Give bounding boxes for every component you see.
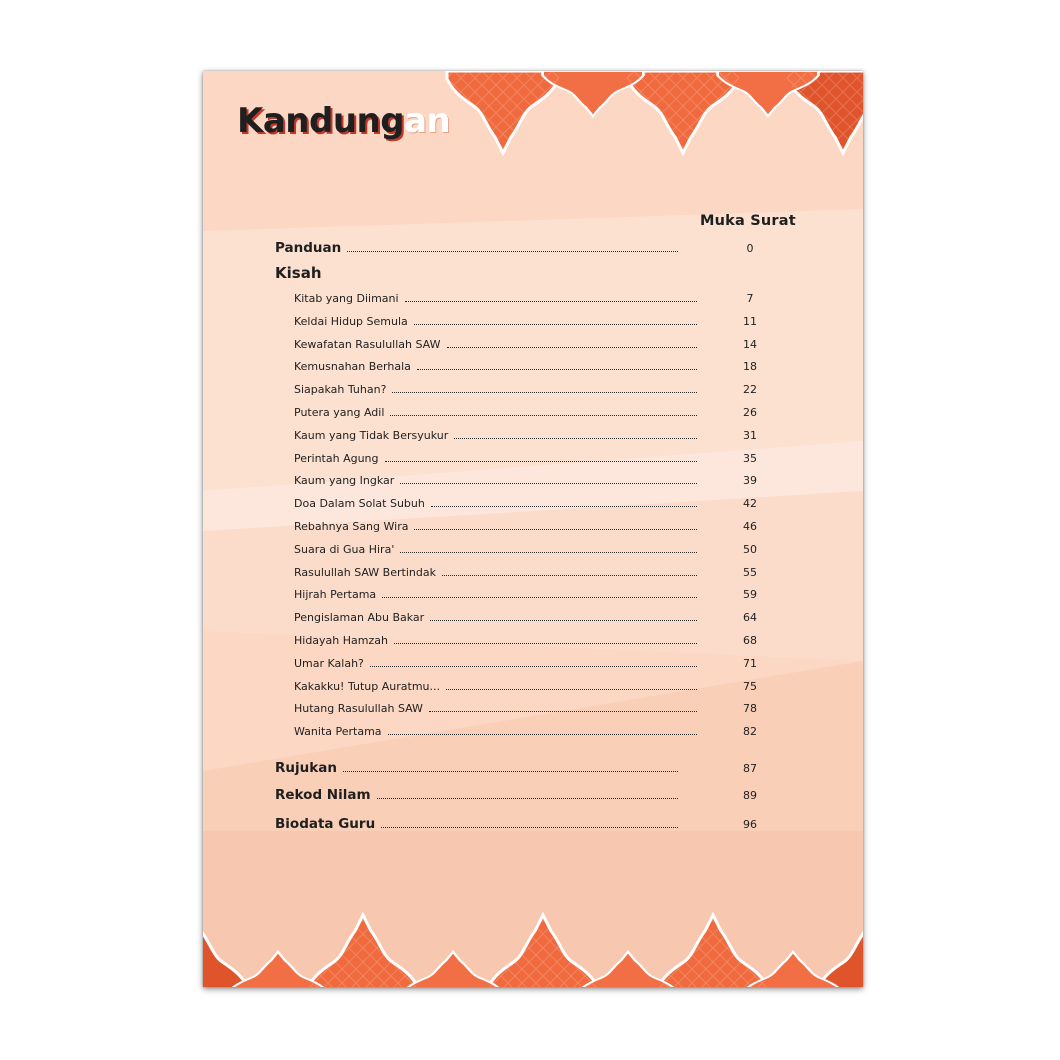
section-heading-kisah: Kisah [275, 264, 322, 282]
toc-story-entry[interactable] [294, 520, 697, 533]
dot-leader [385, 461, 697, 462]
title-part-light: an [404, 101, 451, 141]
toc-entry-page-number: 75 [743, 679, 757, 693]
dot-leader [390, 415, 697, 416]
toc-story-entry[interactable] [294, 315, 697, 328]
toc-entry-label: Suara di Gua Hira' [294, 542, 395, 556]
toc-back-matter-entry[interactable] [275, 760, 678, 776]
toc-entry-page-number: 11 [743, 314, 757, 328]
dot-leader [381, 827, 678, 828]
dot-leader [370, 666, 697, 667]
dot-leader [392, 392, 697, 393]
toc-story-entry[interactable] [294, 611, 697, 624]
toc-story-entry[interactable] [294, 634, 697, 647]
toc-entry-label: Rasulullah SAW Bertindak [294, 565, 436, 579]
toc-entry-label: Rebahnya Sang Wira [294, 520, 409, 533]
toc-story-entry[interactable] [294, 725, 697, 738]
toc-story-entry[interactable] [294, 474, 697, 487]
toc-entry-page-number: 64 [743, 611, 757, 625]
toc-entry-label: Panduan [275, 240, 342, 256]
dot-leader [382, 597, 697, 598]
toc-entry-page-number: 82 [743, 725, 757, 739]
dot-leader [442, 575, 697, 576]
toc-story-entry[interactable] [294, 588, 697, 601]
dot-leader [343, 771, 678, 772]
toc-entry-page-number: 78 [743, 702, 757, 716]
toc-entry-page-number: 68 [743, 634, 757, 647]
toc-entry-page-number: 89 [743, 789, 757, 802]
dot-leader [347, 251, 678, 252]
toc-entry-page-number: 26 [743, 406, 757, 419]
toc-entry-label: Kaum yang Ingkar [294, 474, 395, 488]
toc-entry-page-number: 31 [743, 428, 757, 442]
toc-entry-page-number: 87 [743, 762, 757, 775]
dot-leader [417, 369, 697, 370]
toc-entry-page-number: 7 [746, 292, 754, 305]
dot-leader [431, 506, 697, 507]
toc-story-entry[interactable] [294, 383, 697, 396]
toc-story-entry[interactable] [294, 680, 697, 693]
toc-entry-label: Doa Dalam Solat Subuh [294, 497, 425, 511]
toc-entry-page-number: 50 [743, 542, 757, 556]
toc-story-entry[interactable] [294, 566, 697, 579]
toc-entry-label: Siapakah Tuhan? [294, 383, 387, 397]
dot-leader [414, 529, 697, 530]
toc-entry-page-number: 46 [743, 520, 757, 533]
title-part-dark: Kandung [237, 101, 405, 141]
ornament-bottom-border [203, 901, 863, 987]
toc-entry-label: Rekod Nilam [275, 787, 371, 803]
toc-entry-page-number: 71 [743, 656, 757, 670]
toc-story-entry[interactable] [294, 338, 697, 351]
toc-entry-label: Keldai Hidup Semula [294, 314, 408, 328]
dot-leader [377, 798, 678, 799]
toc-entry-label: Kaum yang Tidak Bersyukur [294, 428, 449, 442]
dot-leader [414, 324, 697, 325]
dot-leader [429, 711, 697, 712]
toc-entry-page-number: 14 [743, 337, 757, 351]
toc-entry-label: Hijrah Pertama [294, 588, 377, 602]
toc-entry-page-number: 55 [743, 565, 757, 579]
toc-entry-page-number: 59 [743, 588, 757, 602]
dot-leader [454, 438, 697, 439]
dot-leader [400, 483, 697, 484]
toc-entry-label: Kitab yang Diimani [294, 292, 399, 305]
dot-leader [394, 643, 697, 644]
dot-leader [388, 734, 697, 735]
toc-entry-label: Pengislaman Abu Bakar [294, 611, 425, 625]
toc-entry-label: Hidayah Hamzah [294, 634, 388, 647]
toc-entry-page-number: 0 [746, 242, 754, 255]
dot-leader [446, 689, 697, 690]
toc-story-entry[interactable] [294, 406, 697, 419]
toc-story-entry[interactable] [294, 543, 697, 556]
toc-entry-label: Wanita Pertama [294, 725, 382, 739]
dot-leader [400, 552, 697, 553]
toc-story-entry[interactable] [294, 429, 697, 442]
toc-entry-page-number: 39 [743, 474, 757, 488]
toc-entry-page-number: 22 [743, 383, 757, 397]
toc-entry-label: Kemusnahan Berhala [294, 360, 411, 374]
toc-story-entry[interactable] [294, 657, 697, 670]
book-page [203, 71, 863, 987]
toc-entry-label: Putera yang Adil [294, 406, 385, 419]
toc-entry-panduan[interactable] [275, 240, 678, 256]
dot-leader [405, 301, 697, 302]
toc-entry-page-number: 35 [743, 451, 757, 465]
toc-entry-page-number: 42 [743, 497, 757, 511]
toc-story-entry[interactable] [294, 292, 697, 305]
toc-story-entry[interactable] [294, 702, 697, 715]
toc-story-entry[interactable] [294, 360, 697, 373]
dot-leader [447, 347, 698, 348]
toc-entry-label: Kakakku! Tutup Auratmu... [294, 679, 440, 693]
page-title [237, 99, 450, 143]
toc-entry-label: Perintah Agung [294, 451, 379, 465]
toc-entry-label: Biodata Guru [275, 816, 376, 832]
toc-entry-label: Umar Kalah? [294, 656, 364, 670]
toc-entry-page-number: 96 [743, 818, 757, 831]
toc-back-matter-entry[interactable] [275, 816, 678, 832]
toc-entry-label: Kewafatan Rasulullah SAW [294, 337, 441, 351]
toc-story-entry[interactable] [294, 452, 697, 465]
toc-entry-page-number: 18 [743, 360, 757, 374]
dot-leader [430, 620, 697, 621]
toc-story-entry[interactable] [294, 497, 697, 510]
toc-entry-label: Hutang Rasulullah SAW [294, 702, 423, 716]
page-number-column-header: Muka Surat [700, 213, 796, 229]
toc-back-matter-entry[interactable] [275, 787, 678, 803]
toc-entry-label: Rujukan [275, 760, 337, 776]
